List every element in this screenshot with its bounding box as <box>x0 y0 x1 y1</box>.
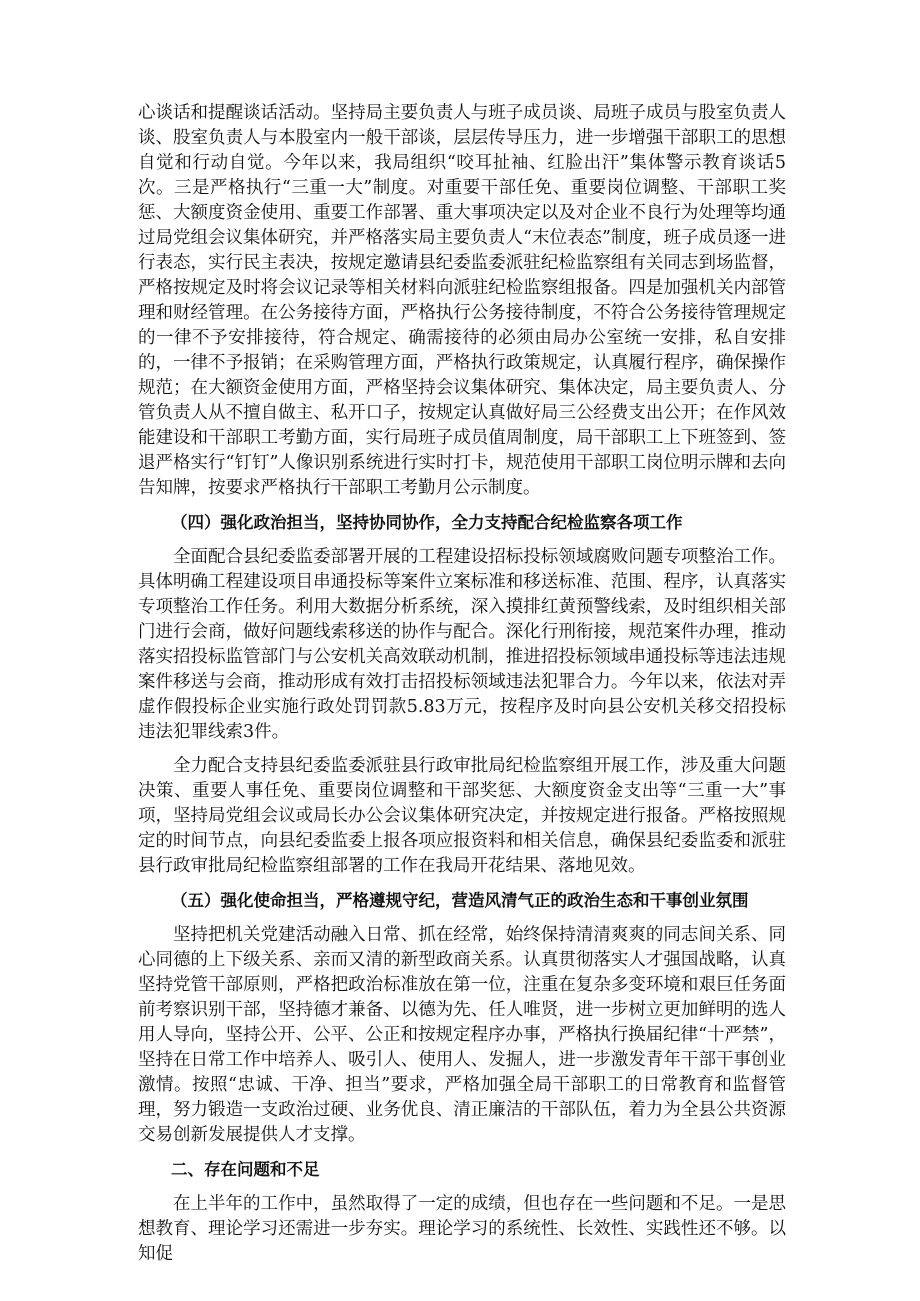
section-2-heading: 二、存在问题和不足 <box>171 1160 320 1179</box>
paragraph-supervision-support: 全力配合支持县纪委监委派驻县行政审批局纪检监察组开展工作，涉及重大问题决策、重要人事任免、重要岗位调整和干部奖惩、大额度资金支出等“三重一大”事项，坚持局党组会议或局长办公会议集体研究决定，并按规定进行报备。严格按照规定的时间节点，向县纪委监委上报各项应报资料和相关信息，确保县纪委监委和派驻县行政审批局纪检监察组部署的工作在我局开花结果、落地见效。 <box>138 756 786 876</box>
paragraph-party-building: 坚持把机关党建活动融入日常、抓在经常，始终保持清清爽爽的同志间关系、同心同德的上下级关系、亲而又清的新型政商关系。认真贯彻落实人才强国战略，认真坚持党管干部原则，严格把政治标准放在第一位，注重在复杂多变环境和艰巨任务面前考察识别干部，坚持德才兼备、以德为先、任人唯贤，进一步树立更加鲜明的选人用人导向，坚持公开、公平、公正和按规定程序办事，严格执行换届纪律“十严禁”，坚持在日常工作中培养人、吸引人、使用人、发掘人，进一步激发青年干部干事创业激情。按照“忠诚、干净、担当”要求，严格加强全局干部职工的日常教育和监督管理，努力锻造一支政治过硬、业务优良、清正廉洁的干部队伍，着力为全县公共资源交易创新发展提供人才支撑。 <box>138 925 786 1145</box>
paragraph-bidding-rectification: 全面配合县纪委监委部署开展的工程建设招标投标领域腐败问题专项整治工作。具体明确工程建设项目串通投标等案件立案标准和移送标准、范围、程序，认真落实专项整治工作任务。利用大数据分析系统，深入摸排红黄预警线索，及时组织相关部门进行会商，做好问题线索移送的协作与配合。深化行刑衔接，规范案件办理，推动落实招投标监管部门与公安机关高效联动机制，推进招投标领域串通投标等违法违规案件移送与会商，推动形成有效打击招投标领域违法犯罪合力。今年以来，依法对弄虚作假投标企业实施行政处罚罚款5.83万元，按程序及时向县公安机关移交招投标违法犯罪线索3件。 <box>138 547 786 742</box>
section-heading-4: （四）强化政治担当，坚持协同协作，全力支持配合纪检监察各项工作 <box>171 513 683 532</box>
section-heading-5: （五）强化使命担当，严格遵规守纪，营造风清气正的政治生态和干事创业氛围 <box>171 891 749 910</box>
paragraph-problems: 在上半年的工作中，虽然取得了一定的成绩，但也存在一些问题和不足。一是思想教育、理论学习还需进一步夯实。理论学习的系统性、长效性、实践性还不够。以知促 <box>138 1194 786 1264</box>
paragraph-continued: 心谈话和提醒谈话活动。坚持局主要负责人与班子成员谈、局班子成员与股室负责人谈、股室负责人与本股室内一般干部谈，层层传导压力，进一步增强干部职工的思想自觉和行动自觉。今年以来，我局组织“咬耳扯袖、红脸出汗”集体警示教育谈话5次。三是严格执行“三重一大”制度。对重要干部任免、重要岗位调整、干部职工奖惩、大额度资金使用、重要工作部署、重大事项决定以及对企业不良行为处理等均通过局党组会议集体研究，并严格落实局主要负责人“末位表态”制度，班子成员逐一进行表态，实行民主表决，按规定邀请县纪委监委派驻纪检监察组有关同志到场监督，严格按规定及时将会议记录等相关材料向派驻纪检监察组报备。四是加强机关内部管理和财经管理。在公务接待方面，严格执行公务接待制度，不符合公务接待管理规定的一律不予安排接待，符合规定、确需接待的必须由局办公室统一安排，私自安排的，一律不予报销；在采购管理方面，严格执行政策规定，认真履行程序，确保操作规范；在大额资金使用方面，严格坚持会议集体研究、集体决定，局主要负责人、分管负责人从不擅自做主、私开口子，按规定认真做好局三公经费支出公开；在作风效能建设和干部职工考勤方面，实行局班子成员值周制度，局干部职工上下班签到、签退严格实行“钉钉”人像识别系统进行实时打卡，规范使用干部职工岗位明示牌和去向告知牌，按要求严格执行干部职工考勤月公示制度。 <box>138 103 786 498</box>
document-body <box>138 101 786 1276</box>
